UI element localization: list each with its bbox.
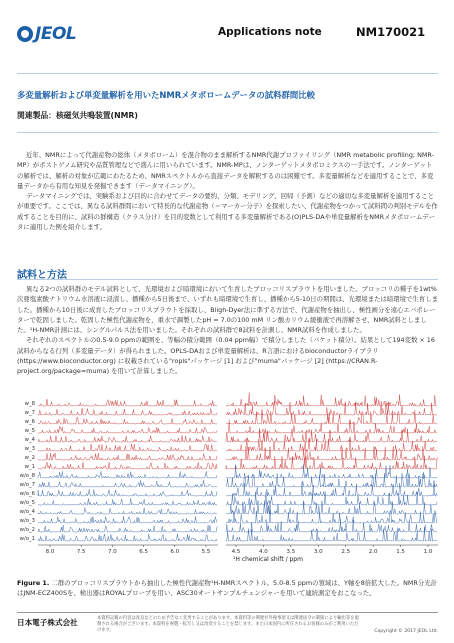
spectrum-trace-aliphatic [226, 420, 437, 433]
page-title: 多変量解析および単変量解析を用いたNMRメタボロームデータの試料群間比較 [17, 90, 315, 100]
spectrum-trace-aromatic [38, 489, 217, 496]
spectrum-row-label: w/o_4 [19, 509, 35, 515]
x-tick-label: 7.0 [108, 549, 117, 555]
spectrum-trace-aliphatic [226, 393, 437, 407]
spectrum-trace-aromatic [38, 516, 217, 523]
spectrum-trace-aliphatic [226, 519, 437, 532]
spectrum-trace-aromatic [38, 417, 217, 424]
methods-body [17, 284, 438, 377]
jeol-logo [17, 24, 76, 44]
methods-paragraph-2: それぞれのスペクトルの0.5-9.0 ppmの範囲を、等幅の積分範囲（0.04 ppm幅）で積分しました（バケット積分）。結果として194変数 × 16試料からなる行列（多変量データ）が得られました。OPLS-DAおよび単変量解析は、R言語におけるbioconductorライブラリ (https://www.bioconductor.org) に収載されている"ropls"パッケージ [1] および"muma"パッケージ [2] (https://CRAN.R-project.org/package=muma) を用いて計算しました。 [17, 336, 435, 376]
spectrum-trace-aromatic [38, 453, 217, 460]
spectrum-row-label: w/o_8 [19, 473, 35, 479]
x-tick-label: 4.5 [231, 549, 241, 555]
intro-paragraph-1: 近年、NMRによって代謝産物の総体（メタボローム）を混合物のまま解析するNMR代謝プロファイリング（NMR metabolic profiling; NMR-MP）がポストゲノム研究や品質管理などで盛んに用いられています。NMR-MPは、ノンターゲットメタボロミクスの一手法です。ノンターゲットの解析では、解析の対象が広範にわたるため、NMRスペクトルから直接データを解釈するのは困難です。多変量解析などを適用することで、多変量データから有用な知見を発掘できます（データマイニング）。 [17, 151, 434, 190]
spectrum-trace-aromatic [38, 435, 217, 442]
spectrum-row-label: w_6 [24, 419, 35, 425]
spectrum-trace-aromatic [38, 426, 217, 433]
spectrum-trace-aliphatic [226, 446, 437, 460]
spectrum-row-label: w_3 [24, 446, 35, 452]
title-divider [17, 132, 438, 133]
spectrum-trace-aliphatic [226, 527, 437, 541]
header [0, 0, 454, 70]
spectrum-row-label: w/o_3 [19, 518, 35, 524]
spectrum-trace-aromatic [38, 408, 217, 415]
methods-divider [17, 279, 438, 280]
spectrum-row-label: w/o_7 [19, 482, 35, 488]
x-tick-label: 2.5 [341, 549, 351, 555]
introduction [17, 150, 438, 232]
caption-label: Figure 1. [17, 579, 50, 587]
x-tick-label: 5.5 [201, 549, 211, 555]
document-id: NM170021 [356, 25, 426, 39]
nmr-spectra-figure [14, 392, 442, 574]
x-tick-label: 6.5 [139, 549, 148, 555]
note-type: Applications note [218, 26, 322, 38]
x-tick-label: 1.0 [423, 549, 433, 555]
spectrum-row-label: w_1 [24, 464, 35, 470]
spectrum-trace-aliphatic [226, 482, 437, 496]
x-tick-label: 8.0 [45, 549, 55, 555]
logo-mark-icon [17, 26, 33, 42]
spectrum-trace-aromatic [38, 444, 217, 451]
header-divider [17, 73, 438, 74]
logo-wordmark: JEOL [35, 24, 77, 44]
spectrum-trace-aromatic [38, 525, 217, 532]
intro-paragraph-2: データマイニングでは、実験系および目的に合わせてデータの要約、分類、モデリング、回帰（予測）などの適切な多変量解析を適用することが重要です。ここでは、異なる試料群間において特長的な代謝産物（＝マーカー分子）を探索したい、代謝産物をつかって試料間の判別モデルを作成することを目的に、試料の群構造（クラス分け）を目的変数として利用する多変量解析である(O)PLS-DAや単変量解析をNMRメタボロームデータに適用した例を紹介します。 [17, 192, 438, 232]
spectrum-trace-aromatic [38, 471, 217, 478]
spectrum-row-label: w/o_2 [19, 527, 35, 533]
spectrum-trace-aliphatic [226, 465, 437, 479]
spectrum-trace-aliphatic [226, 473, 437, 487]
spectrum-trace-aromatic [38, 480, 217, 487]
figure-caption [17, 578, 438, 598]
x-tick-label: 6.0 [170, 549, 180, 555]
spectrum-trace-aromatic [38, 462, 217, 469]
spectrum-row-label: w/o_5 [19, 500, 35, 506]
x-axis-title: ¹H chemical shift / ppm [233, 556, 303, 563]
spectrum-row-label: w/o_1 [19, 536, 35, 542]
x-tick-label: 7.5 [76, 549, 86, 555]
spectrum-row-label: w_4 [24, 437, 35, 443]
x-tick-label: 2.0 [368, 549, 378, 555]
spectrum-trace-aromatic [38, 534, 217, 541]
spectrum-trace-aliphatic [226, 438, 437, 451]
spectrum-trace-aromatic [38, 399, 217, 406]
x-tick-label: 4.0 [259, 549, 268, 555]
spectrum-row-label: w_7 [24, 410, 35, 416]
spectrum-trace-aromatic [38, 498, 217, 505]
x-tick-label: 1.5 [396, 549, 405, 555]
spectrum-trace-aliphatic [226, 401, 437, 415]
spectrum-trace-aromatic [38, 508, 217, 515]
methods-heading: 試料と方法 [17, 270, 67, 281]
x-tick-label: 3.0 [313, 549, 323, 555]
company-name: 日本電子株式会社 [17, 618, 78, 627]
copyright: Copyright © 2017 JEOL Ltd. [374, 629, 438, 634]
legal-notice: 本資料記載の内容は改良などのため予告なく変更することがあります。本資料等の関連社外秘事項又は関連法令の制限により輸出等を規制される場合がございます。本資料を複製・転写し又は改変することを禁じます。また日本国内に所在されるお客様のみがご利用いただけます。 [97, 616, 359, 634]
spectrum-row-label: w_8 [24, 401, 35, 407]
spectrum-row-label: w/o_6 [19, 491, 35, 497]
x-tick-label: 3.5 [286, 549, 296, 555]
methods-paragraph-1: 異なる2つの試料群のモデル試料として、光環境および暗環境において生育したブロッコリスプラウトを用いました。ブロッコリの種子を1wt%次亜塩素酸ナトリウム水溶液に浸漬し、播種から5日後まで、いずれも暗環境で生育し、播種から5-10日の期間は、光環境または暗環境で生育しました。播種から10日後に成育したブロッコリスプラウトを採取し、Bligh-Dyer法に準ずる方法で、代謝産物を抽出し、極性画分を遠心エバポレーターで乾固しました。乾固した極性代謝産物を、重水で調製したpH = 7.0の100 mM リン酸カリウム緩衝液で再溶解させ、NMR試料としました。¹H-NMR計測には、シングルパルス法を用いました。それぞれの試料群で8試料を計測し、NMR試料を作成しました。 [17, 285, 438, 335]
spectrum-row-label: w_2 [24, 455, 35, 461]
spectrum-trace-aliphatic [226, 510, 437, 523]
spectrum-row-label: w_5 [24, 428, 35, 434]
footer-divider [17, 612, 438, 613]
related-product: 関連製品：核磁気共鳴装置(NMR) [17, 111, 138, 120]
caption-text: 二群のブロッコリスプラウトから抽出した極性代謝産物¹H-NMRスペクトル。5.0-8.5 ppmの領域は、Y軸を8倍拡大した。NMR分光計はJNM-ECZ400Sを、検出器はROYALプローブを用い、ASC30オートサンプルチェンジャーを用いて連続測定をおこなった。 [17, 579, 438, 598]
